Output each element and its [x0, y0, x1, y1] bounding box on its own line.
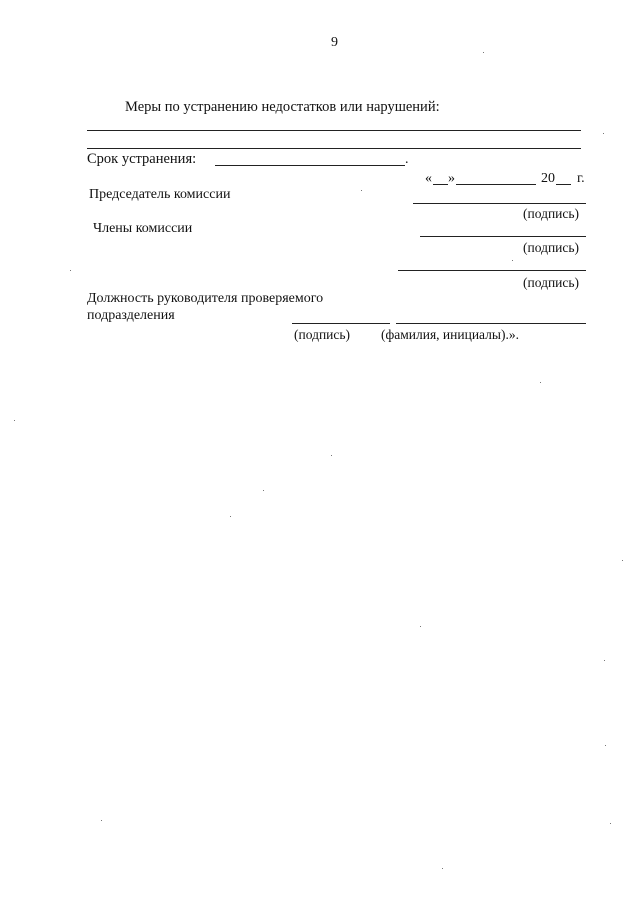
measures-line-2[interactable]	[87, 148, 581, 149]
chairman-signature-line[interactable]	[413, 203, 586, 204]
measures-label: Меры по устранению недостатков или нарушений:	[125, 99, 440, 115]
scan-speck	[70, 270, 71, 271]
date-month-field[interactable]	[456, 184, 536, 185]
scan-speck	[610, 823, 611, 824]
chairman-label: Председатель комиссии	[89, 187, 231, 202]
member-1-signature-caption: (подпись)	[523, 240, 580, 255]
member-2-signature-line[interactable]	[398, 270, 586, 271]
scan-speck	[361, 190, 362, 191]
member-1-signature-line[interactable]	[420, 236, 586, 237]
date-day-field[interactable]	[433, 184, 448, 185]
head-name-line[interactable]	[396, 323, 586, 324]
scan-speck	[512, 260, 513, 261]
deadline-field[interactable]	[215, 165, 405, 166]
chairman-signature-caption: (подпись)	[523, 206, 580, 221]
date-open-quote: «	[425, 171, 432, 186]
head-signature-caption: (подпись)	[294, 327, 351, 342]
date-year-suffix: г.	[577, 171, 585, 186]
member-2-signature-caption: (подпись)	[523, 275, 580, 290]
scan-speck	[442, 868, 443, 869]
scan-speck	[622, 560, 623, 561]
scan-speck	[483, 52, 484, 53]
scan-speck	[420, 626, 421, 627]
scan-speck	[331, 455, 332, 456]
scan-speck	[605, 745, 606, 746]
page-number: 9	[331, 35, 338, 50]
measures-line-1[interactable]	[87, 130, 581, 131]
members-label: Члены комиссии	[93, 221, 193, 236]
date-year-field[interactable]	[556, 184, 571, 185]
head-position-label-line1: Должность руководителя проверяемого	[87, 291, 324, 306]
date-close-quote: »	[448, 171, 455, 186]
scan-speck	[603, 133, 604, 134]
scan-speck	[263, 490, 264, 491]
head-position-label-line2: подразделения	[87, 308, 175, 323]
head-signature-line[interactable]	[292, 323, 390, 324]
head-name-caption: (фамилия, инициалы).».	[381, 327, 519, 342]
scan-speck	[540, 382, 541, 383]
scan-speck	[230, 516, 231, 517]
scan-speck	[14, 420, 15, 421]
scan-speck	[101, 820, 102, 821]
scan-speck	[604, 660, 605, 661]
deadline-label: Срок устранения:	[87, 151, 197, 167]
deadline-end-mark: .	[405, 152, 409, 167]
date-century: 20	[541, 171, 555, 186]
